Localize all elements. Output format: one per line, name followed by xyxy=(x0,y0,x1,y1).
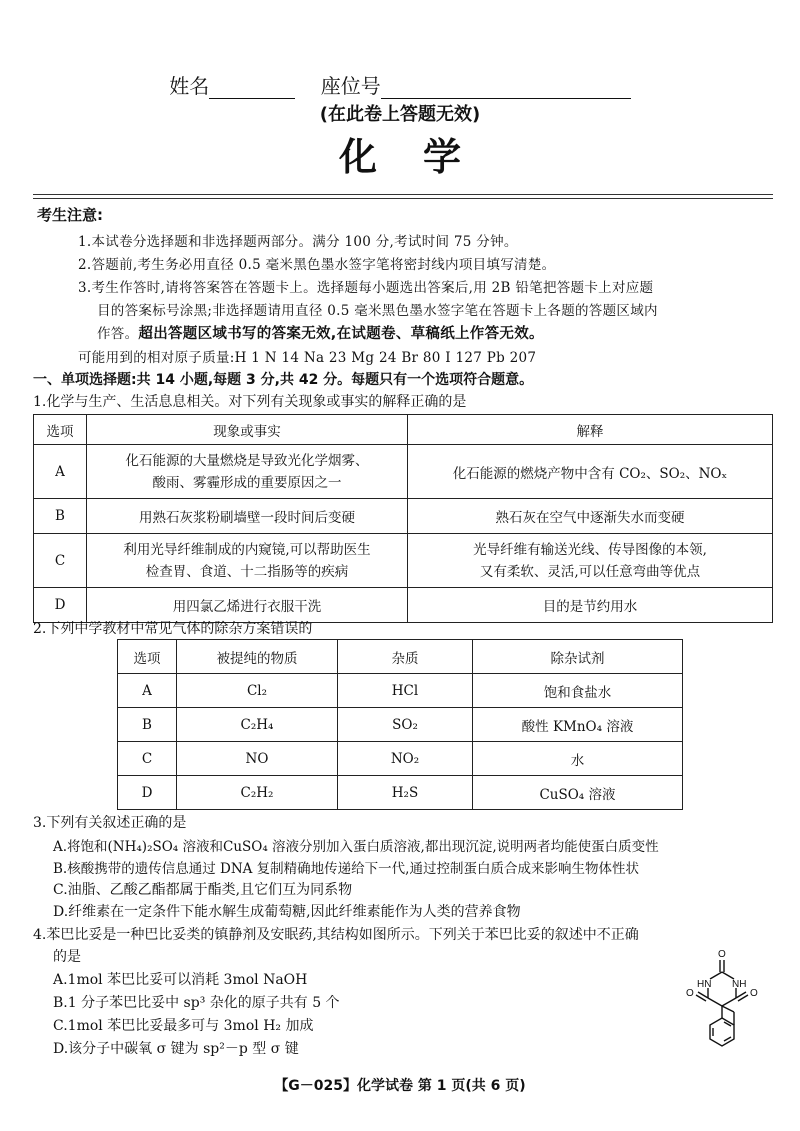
seat-label: 座位号 xyxy=(320,74,381,98)
q2-header-reagent: 除杂试剂 xyxy=(473,640,683,674)
q2-header-substance: 被提纯的物质 xyxy=(177,640,338,674)
q2-row-d-impurity: H₂S xyxy=(338,776,473,810)
q4-option-a: A.1mol 苯巴比妥可以消耗 3mol NaOH xyxy=(53,972,308,988)
q1-header-option: 选项 xyxy=(34,415,87,445)
table-row xyxy=(34,534,773,588)
q1-row-a-fact-line2: 酸雨、雾霾形成的重要原因之一 xyxy=(152,474,342,491)
q2-table xyxy=(117,639,683,810)
q2-row-d-reagent: CuSO₄ 溶液 xyxy=(473,776,683,810)
q1-header-explanation: 解释 xyxy=(408,415,773,445)
structure-nh-right: NH xyxy=(732,979,747,990)
divider-top xyxy=(33,194,773,195)
name-label: 姓名 xyxy=(169,74,210,98)
page-footer: 【G－025】化学试卷 第 1 页(共 6 页) xyxy=(274,1078,526,1094)
invalid-note: (在此卷上答题无效) xyxy=(319,104,481,125)
table-row xyxy=(118,776,683,810)
structure-o-left: O xyxy=(686,988,694,999)
q2-row-a-impurity: HCl xyxy=(338,674,473,708)
subject-title: 化学 xyxy=(338,135,507,179)
q2-row-b-impurity: SO₂ xyxy=(338,708,473,742)
q4-option-c: C.1mol 苯巴比妥最多可与 3mol H₂ 加成 xyxy=(53,1018,314,1034)
q1-row-c-fact-line2: 检查胃、食道、十二指肠等的疾病 xyxy=(145,563,349,580)
q2-row-c-reagent: 水 xyxy=(473,742,683,776)
name-blank xyxy=(209,78,295,99)
q1-row-a-explanation: 化石能源的燃烧产物中含有 CO₂、SO₂、NOₓ xyxy=(408,445,773,499)
structure-bonds xyxy=(696,960,748,1046)
seat-blank xyxy=(381,78,631,99)
q1-row-b-explanation: 熟石灰在空气中逐渐失水而变硬 xyxy=(408,499,773,534)
q2-row-d-option: D xyxy=(118,776,177,810)
notice-item-2: 2.答题前,考生务必用直径 0.5 毫米黑色墨水签字笔将密封线内项目填写清楚。 xyxy=(78,257,556,273)
q1-row-d-explanation: 目的是节约用水 xyxy=(408,588,773,623)
divider-bottom xyxy=(33,198,773,199)
q2-row-b-substance: C₂H₄ xyxy=(177,708,338,742)
q1-stem: 1.化学与生产、生活息息相关。对下列有关现象或事实的解释正确的是 xyxy=(33,394,467,410)
q2-header-row xyxy=(118,640,683,674)
q2-row-c-substance: NO xyxy=(177,742,338,776)
q1-row-c-option: C xyxy=(34,534,87,588)
q1-header-fact: 现象或事实 xyxy=(87,415,408,445)
table-row xyxy=(34,499,773,534)
q1-row-c-explanation xyxy=(408,534,773,588)
notice-item-1: 1.本试卷分选择题和非选择题两部分。满分 100 分,考试时间 75 分钟。 xyxy=(78,234,518,250)
q4-stem-line-1: 4.苯巴比妥是一种巴比妥类的镇静剂及安眠药,其结构如图所示。下列关于苯巴比妥的叙述中不正确 xyxy=(33,927,639,943)
q2-row-a-reagent: 饱和食盐水 xyxy=(473,674,683,708)
q3-stem: 3.下列有关叙述正确的是 xyxy=(33,815,187,831)
q4-option-d: D.该分子中碳氧 σ 键为 sp²－p 型 σ 键 xyxy=(53,1041,299,1057)
q3-option-b: B.核酸携带的遗传信息通过 DNA 复制精确地传递给下一代,通过控制蛋白质合成来影响生物体性状 xyxy=(53,861,639,877)
q2-row-b-option: B xyxy=(118,708,177,742)
q4-option-b: B.1 分子苯巴比妥中 sp³ 杂化的原子共有 5 个 xyxy=(53,995,340,1011)
q1-header-row xyxy=(34,415,773,445)
q1-row-d-option: D xyxy=(34,588,87,623)
q1-row-c-exp-line2: 又有柔软、灵活,可以任意弯曲等优点 xyxy=(479,563,701,580)
q1-row-b-fact: 用熟石灰浆粉刷墙壁一段时间后变硬 xyxy=(87,499,408,534)
q2-header-impurity: 杂质 xyxy=(338,640,473,674)
q1-table xyxy=(33,414,773,623)
q2-row-c-impurity: NO₂ xyxy=(338,742,473,776)
q2-stem: 2.下列中学教材中常见气体的除杂方案错误的 xyxy=(33,621,313,637)
structure-labels xyxy=(686,949,758,999)
q2-row-c-option: C xyxy=(118,742,177,776)
notice-item-3-plain: 作答。 xyxy=(97,326,139,342)
notice-item-3-bold: 超出答题区域书写的答案无效,在试题卷、草稿纸上作答无效。 xyxy=(138,326,544,342)
candidate-info-line xyxy=(0,70,800,99)
q3-option-d: D.纤维素在一定条件下能水解生成葡萄糖,因此纤维素能作为人类的营养食物 xyxy=(53,904,521,920)
structure-hn-left: HN xyxy=(697,979,712,990)
structure-o-top: O xyxy=(718,949,726,960)
q3-option-c: C.油脂、乙酸乙酯都属于酯类,且它们互为同系物 xyxy=(53,882,353,898)
q1-row-d-fact: 用四氯乙烯进行衣服干洗 xyxy=(87,588,408,623)
q1-row-c-fact xyxy=(87,534,408,588)
notice-item-3-line-3 xyxy=(97,322,544,343)
q1-row-a-fact-line1: 化石能源的大量燃烧是导致光化学烟雾、 xyxy=(125,452,369,469)
section-1-heading: 一、单项选择题:共 14 小题,每题 3 分,共 42 分。每题只有一个选项符合题意。 xyxy=(33,372,534,388)
q2-row-a-substance: Cl₂ xyxy=(177,674,338,708)
notice-item-3-line-1: 3.考生作答时,请将答案答在答题卡上。选择题每小题选出答案后,用 2B 铅笔把答题卡上对应题 xyxy=(78,280,654,296)
q2-row-a-option: A xyxy=(118,674,177,708)
notice-title: 考生注意: xyxy=(37,206,103,224)
notice-item-3-line-2: 目的答案标号涂黑;非选择题请用直径 0.5 毫米黑色墨水签字笔在答题卡上各题的答题区域内 xyxy=(97,303,658,319)
structure-o-right: O xyxy=(750,988,758,999)
q3-option-a: A.将饱和(NH₄)₂SO₄ 溶液和CuSO₄ 溶液分别加入蛋白质溶液,都出现沉淀,说明两者均能使蛋白质变性 xyxy=(53,839,659,855)
table-row xyxy=(118,742,683,776)
q4-stem-line-2: 的是 xyxy=(53,949,81,965)
table-row xyxy=(118,674,683,708)
q1-row-c-fact-line1: 利用光导纤维制成的内窥镜,可以帮助医生 xyxy=(123,541,371,558)
q2-header-option: 选项 xyxy=(118,640,177,674)
table-row xyxy=(34,445,773,499)
q2-row-b-reagent: 酸性 KMnO₄ 溶液 xyxy=(473,708,683,742)
q1-row-a-fact xyxy=(87,445,408,499)
table-row xyxy=(118,708,683,742)
q1-row-c-exp-line1: 光导纤维有输送光线、传导图像的本领, xyxy=(473,541,707,558)
q2-row-d-substance: C₂H₂ xyxy=(177,776,338,810)
q1-row-b-option: B xyxy=(34,499,87,534)
phenobarbital-structure xyxy=(668,946,780,1066)
q1-row-a-option: A xyxy=(34,445,87,499)
atomic-masses: 可能用到的相对原子质量:H 1 N 14 Na 23 Mg 24 Br 80 I 127 Pb 207 xyxy=(78,350,537,366)
